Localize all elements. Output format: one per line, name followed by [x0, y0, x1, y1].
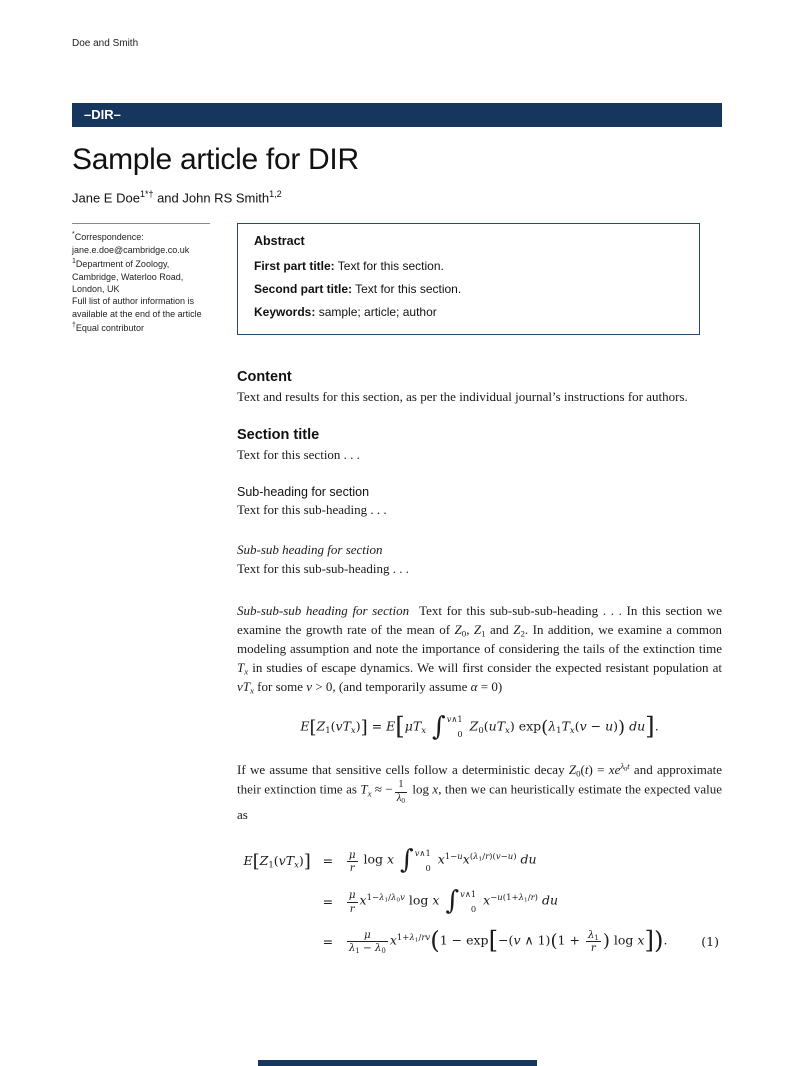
author-info-note: [72, 295, 210, 307]
author-1-name: Jane E Doe: [72, 190, 140, 206]
content-paragraph: Text and results for this section, as per the individual journal’s instructions for authors.: [237, 388, 688, 404]
equation-array: [237, 840, 722, 961]
footnote-marker: 1: [72, 258, 76, 266]
article-page: [0, 38, 794, 962]
display-equation: $E[Z_1(vT_x)] = E[\mu T_x$ ∫ v∧1 0 $Z_0(uT_x) \exp(\lambda_1T_x(v - u))$ du].: [300, 711, 659, 742]
email-text: jane.e.doe@cambridge.co.uk: [72, 244, 190, 255]
run-in-heading: Sub-sub-sub heading for section: [237, 602, 410, 618]
subsubsection-heading: Sub-sub heading for section: [237, 541, 383, 557]
journal-banner-label: –DIR–: [84, 107, 121, 122]
article-title: Sample article for DIR: [72, 143, 359, 176]
correspondence-label: Correspondence:: [74, 232, 144, 243]
equation-rhs: $\frac{\mu}{r}$ $x^{1-\lambda_1/\lambda_0v}$ log x ∫ v∧1 0 $x^{-u(1+\lambda_1/r)}$ du: [348, 886, 559, 917]
next-page-banner-edge: [258, 1060, 537, 1066]
journal-banner: [72, 103, 722, 127]
article-body: [237, 369, 722, 962]
running-head: Doe and Smith: [72, 38, 139, 49]
affiliation-text: Cambridge, Waterloo Road,: [72, 271, 184, 282]
affiliation-text: Department of Zoology,: [75, 259, 170, 270]
equation-tag: [686, 881, 722, 922]
section-heading-title: Section title: [237, 426, 320, 443]
equation-number: (1): [701, 934, 719, 950]
note-text: available at the end of the article: [72, 308, 202, 319]
subsubsection-paragraph: Text for this sub-sub-heading . . .: [237, 560, 410, 576]
footnote-marker: *: [72, 231, 75, 239]
author-2-name: John RS Smith: [182, 190, 270, 206]
equation-lhs: $E[Z_1(vT_x)]$: [243, 851, 311, 873]
abstract-row-first-part: [254, 258, 683, 274]
abstract-row-label: Keywords:: [254, 305, 316, 320]
equation-lhs-empty: [237, 922, 314, 962]
subsection-paragraph: Text for this sub-heading . . .: [237, 501, 387, 517]
equation-relation: =: [322, 934, 334, 950]
decay-paragraph: If we assume that sensitive cells follow a deterministic decay $Z_0(t) = xe^{\lambda_0t}$ and approximate their extinction time as $T_x$ ≈ − $\frac{1}{\lambda_0}$ log x, then we can heuristically estimate the expected value as: [237, 760, 722, 823]
byline-connector: and: [153, 190, 183, 206]
equation-rhs: $\frac{\mu}{r}$ log x ∫ v∧1 0 $x^{1-u}x^{(\lambda_1/r)(v-u)}$ du: [348, 845, 537, 876]
author-2-affiliation-marks: 1,2: [269, 189, 282, 199]
footnote-marker: †: [72, 322, 76, 330]
note-text: Equal contributor: [75, 323, 144, 334]
abstract-row-text: sample; article; author: [315, 305, 437, 320]
abstract-box: [237, 223, 700, 334]
abstract-row-label: Second part title:: [254, 282, 353, 297]
run-in-paragraph: [237, 601, 722, 696]
equation-relation: =: [322, 853, 334, 869]
author-1-affiliation-marks: 1*†: [139, 189, 154, 199]
abstract-heading: Abstract: [254, 234, 305, 249]
author-info-note: [72, 308, 210, 320]
affiliation-line: [72, 256, 210, 270]
byline: [72, 189, 722, 205]
subsection-heading: Sub-heading for section: [237, 484, 370, 499]
abstract-row-second-part: [254, 281, 683, 297]
frontmatter-row: [72, 223, 722, 334]
section-paragraph: Text for this section . . .: [237, 446, 360, 462]
abstract-row-text: Text for this section.: [352, 282, 462, 297]
equation-tag: [686, 840, 722, 881]
correspondence-email: [72, 244, 210, 256]
equation-lhs-empty: [237, 881, 314, 922]
affiliation-line: [72, 283, 210, 295]
abstract-row-keywords: [254, 304, 683, 320]
equation-relation: =: [322, 894, 334, 910]
affiliation-text: London, UK: [72, 283, 120, 294]
equation-rhs: $\frac{\mu}{\lambda_1 - \lambda_0}$ $x^{1+\lambda_1/rv}(1 - \exp[-(v$ ∧ 1)(1 + $\frac{\lambda_1}{r}$ ) log x]).: [348, 925, 668, 956]
correspondence-note: [72, 223, 210, 334]
equation-row: [237, 840, 722, 881]
equal-contributor-note: [72, 320, 210, 334]
run-in-text: Text for this sub-sub-sub-heading . . . In this section we examine the growth rate of the mean of $Z_0$, $Z_1$ and $Z_2$. In addition, we examine a common modeling assumption and note the importance of considering the tails of the extinction time $T_x$ in studies of escape dynamics. We will first consider the expected resistant population at $vT_x$ for some v > 0, (and temporarily assume α = 0): [237, 602, 723, 696]
abstract-row-label: First part title:: [254, 259, 335, 274]
section-heading-content: Content: [237, 368, 292, 385]
abstract-row-text: Text for this section.: [334, 259, 444, 274]
equation-row: [237, 922, 722, 962]
equation-row: [237, 881, 722, 922]
note-text: Full list of author information is: [72, 296, 195, 307]
affiliation-line: [72, 271, 210, 283]
correspondence-line: [72, 229, 210, 243]
